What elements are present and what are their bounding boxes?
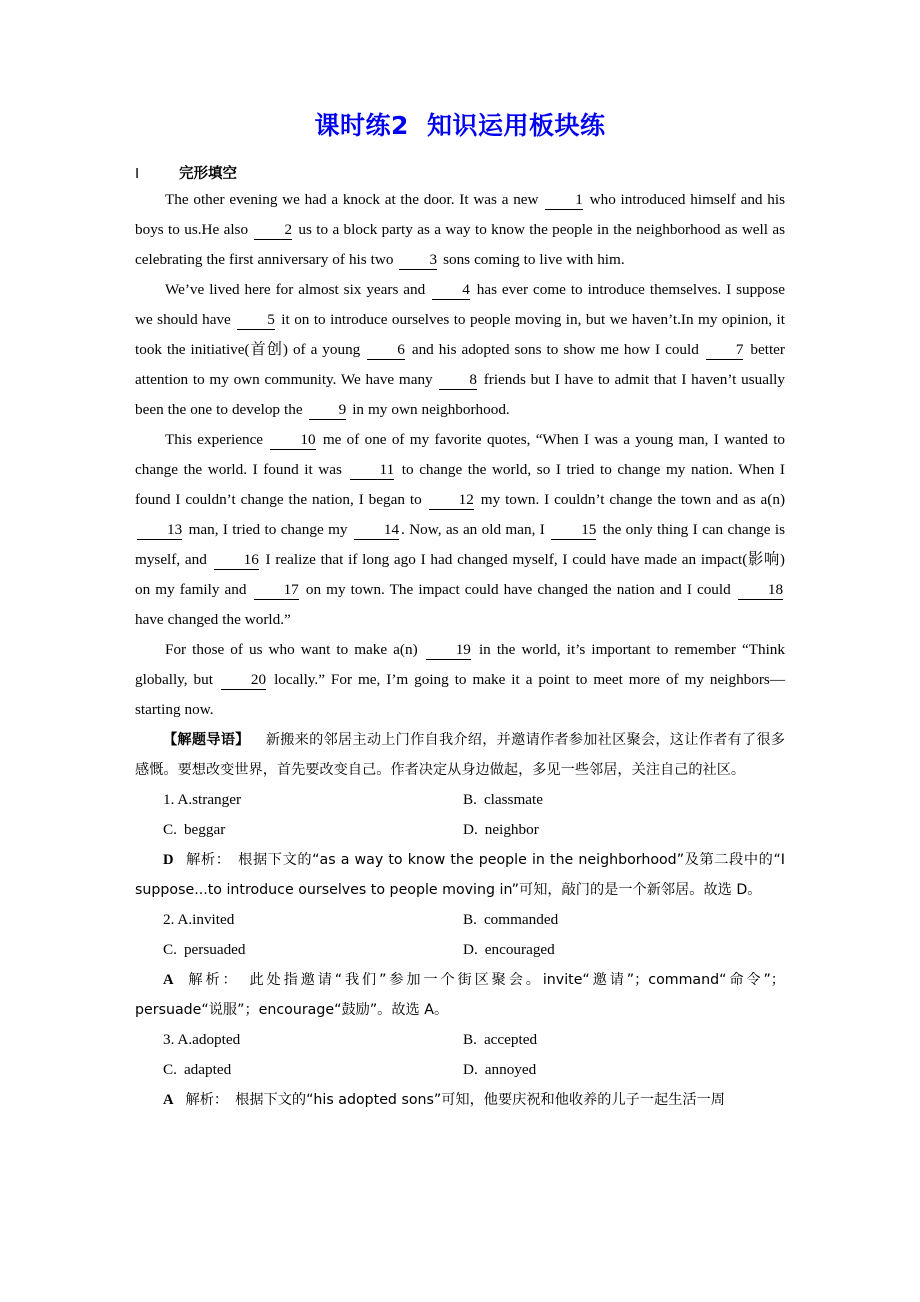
blank-13: 13 <box>137 521 182 540</box>
blank-6: 6 <box>367 341 405 360</box>
option-letter: C. <box>163 821 177 838</box>
answer-letter-1: D <box>163 852 174 868</box>
option-text: commanded <box>483 911 559 928</box>
option-letter: B. <box>463 791 477 808</box>
option-letter: C. <box>163 1061 177 1078</box>
question-2-options-row-1 <box>135 905 785 935</box>
blank-20: 20 <box>221 671 266 690</box>
option-letter: D. <box>463 1061 478 1078</box>
option-1-D[interactable] <box>463 815 763 845</box>
passage-text: For those of us who want to make a(n) <box>165 641 418 658</box>
passage-paragraph-1 <box>135 185 785 275</box>
passage-text: friends but I have to admit that I haven’t usually been the one to develop the <box>135 371 785 418</box>
blank-16: 16 <box>214 551 259 570</box>
analysis-label: 解析： <box>185 972 240 988</box>
passage-text: I realize that if long ago I had changed myself, I could have made an impact(影响) on my family and <box>135 551 785 598</box>
passage-paragraph-4 <box>135 635 785 725</box>
option-text: annoyed <box>484 1061 537 1078</box>
blank-18: 18 <box>738 581 783 600</box>
section-label: 完形填空 <box>179 166 237 182</box>
passage-text: This experience <box>165 431 264 448</box>
passage-text: sons coming to live with him. <box>443 251 625 268</box>
page-title-main: 课时练2 <box>314 111 409 140</box>
option-2-A[interactable] <box>163 905 463 935</box>
passage-text: in my own neighborhood. <box>352 401 510 418</box>
question-3-options-row-1 <box>135 1025 785 1055</box>
question-2-number: 2. <box>163 911 175 928</box>
question-block-1 <box>135 785 785 905</box>
passage-paragraph-3 <box>135 425 785 635</box>
analysis-label: 解析： <box>185 852 231 868</box>
blank-7: 7 <box>706 341 744 360</box>
blank-12: 12 <box>429 491 474 510</box>
passage-paragraph-2 <box>135 275 785 425</box>
option-3-A[interactable] <box>163 1025 463 1055</box>
section-header-cloze <box>135 164 785 185</box>
passage-text: in the world, it’s important to remember “Think globally, but <box>135 641 785 688</box>
question-block-2 <box>135 905 785 1025</box>
question-1-number: 1. <box>163 791 175 808</box>
option-text: adopted <box>192 1031 241 1048</box>
blank-9: 9 <box>309 401 347 420</box>
option-letter: A. <box>177 791 193 808</box>
page-title <box>135 110 785 142</box>
passage-text: man, I tried to change my <box>188 521 348 538</box>
question-3-number: 3. <box>163 1031 175 1048</box>
passage-text: the only thing I can change is myself, and <box>135 521 786 568</box>
option-2-D[interactable] <box>463 935 763 965</box>
analysis-guide-label: 【解题导语】 <box>163 732 250 748</box>
answer-letter-3: A <box>163 1092 174 1108</box>
blank-15: 15 <box>551 521 596 540</box>
blank-8: 8 <box>439 371 477 390</box>
option-3-B[interactable] <box>463 1025 763 1055</box>
option-3-D[interactable] <box>463 1055 763 1085</box>
option-text: classmate <box>483 791 543 808</box>
option-3-C[interactable] <box>163 1055 463 1085</box>
passage-text: me of one of my favorite quotes, “When I was a young man, I wanted to change the world. I found it was <box>135 431 786 478</box>
blank-5: 5 <box>237 311 275 330</box>
page-content <box>135 0 785 1115</box>
analysis-guide-block <box>135 725 785 785</box>
blank-4: 4 <box>432 281 470 300</box>
answer-letter-2: A <box>163 972 174 988</box>
question-3-analysis <box>135 1085 785 1115</box>
blank-14: 14 <box>354 521 399 540</box>
passage-text: The other evening we had a knock at the door. It was a new <box>165 191 539 208</box>
option-1-C[interactable] <box>163 815 463 845</box>
option-text: persuaded <box>183 941 246 958</box>
option-1-A[interactable] <box>163 785 463 815</box>
option-text: stranger <box>192 791 242 808</box>
blank-11: 11 <box>350 461 395 480</box>
passage-text: on my town. The impact could have changed the nation and I could <box>305 581 731 598</box>
blank-10: 10 <box>270 431 315 450</box>
passage-text: have changed the world.” <box>135 611 291 628</box>
option-letter: D. <box>463 941 478 958</box>
option-letter: B. <box>463 911 477 928</box>
option-text: invited <box>192 911 235 928</box>
blank-3: 3 <box>399 251 437 270</box>
question-1-options-row-1 <box>135 785 785 815</box>
question-1-analysis <box>135 845 785 905</box>
question-3-options-row-2 <box>135 1055 785 1085</box>
question-block-3 <box>135 1025 785 1115</box>
passage-text: has ever come to introduce themselves. I suppose we should have <box>135 281 786 328</box>
option-1-B[interactable] <box>463 785 763 815</box>
option-2-C[interactable] <box>163 935 463 965</box>
option-letter: D. <box>463 821 478 838</box>
passage-text: us to a block party as a way to know the people in the neighborhood as well as celebrating the first anniversary of his two <box>135 221 786 268</box>
option-letter: B. <box>463 1031 477 1048</box>
passage-text: my town. I couldn’t change the town and as a(n) <box>480 491 786 508</box>
option-letter: A. <box>177 911 193 928</box>
option-text: beggar <box>183 821 226 838</box>
option-letter: A. <box>177 1031 193 1048</box>
passage-text: better attention to my own community. We have many <box>135 341 785 388</box>
passage-text: . Now, as an old man, I <box>401 521 545 538</box>
passage-text: We’ve lived here for almost six years and <box>165 281 426 298</box>
passage-text: to change the world, so I tried to change my nation. When I found I couldn’t change the nation, I began to <box>135 461 785 508</box>
option-letter: C. <box>163 941 177 958</box>
option-2-B[interactable] <box>463 905 763 935</box>
passage-text: who introduced himself and his boys to us.He also <box>135 191 785 238</box>
blank-19: 19 <box>426 641 471 660</box>
option-text: adapted <box>183 1061 232 1078</box>
analysis-text: 根据下文的“as a way to know the people in the neighborhood”及第二段中的“I suppose...to introduce ourselves to people moving in”可知，敲门的是一个新邻居。故选 D。 <box>135 852 785 898</box>
analysis-label: 解析： <box>185 1092 229 1108</box>
blank-2: 2 <box>254 221 292 240</box>
option-text: accepted <box>483 1031 538 1048</box>
passage-text: and his adopted sons to show me how I could <box>411 341 699 358</box>
question-2-options-row-2 <box>135 935 785 965</box>
analysis-text: 此处指邀请“我们”参加一个街区聚会。invite“邀请”；command“命令”；persuade“说服”；encourage“鼓励”。故选 A。 <box>135 972 785 1018</box>
section-roman-numeral: Ⅰ <box>135 167 140 182</box>
analysis-text: 根据下文的“his adopted sons”可知，他要庆祝和他收养的儿子一起生活一周 <box>235 1092 725 1108</box>
analysis-guide-text: 新搬来的邻居主动上门作自我介绍，并邀请作者参加社区聚会，这让作者有了很多感慨。要想改变世界，首先要改变自己。作者决定从身边做起，多见一些邻居，关注自己的社区。 <box>135 732 785 778</box>
passage-text: locally.” For me, I’m going to make it a point to meet more of my neighbors—starting now. <box>135 671 786 718</box>
option-text: encouraged <box>484 941 555 958</box>
option-text: neighbor <box>484 821 539 838</box>
question-2-analysis <box>135 965 785 1025</box>
blank-17: 17 <box>254 581 299 600</box>
page-title-sub: 知识运用板块练 <box>426 111 606 140</box>
blank-1: 1 <box>545 191 583 210</box>
passage-text: it on to introduce ourselves to people moving in, but we haven’t.In my opinion, it took the initiative(首创) of a young <box>135 311 785 358</box>
question-1-options-row-2 <box>135 815 785 845</box>
